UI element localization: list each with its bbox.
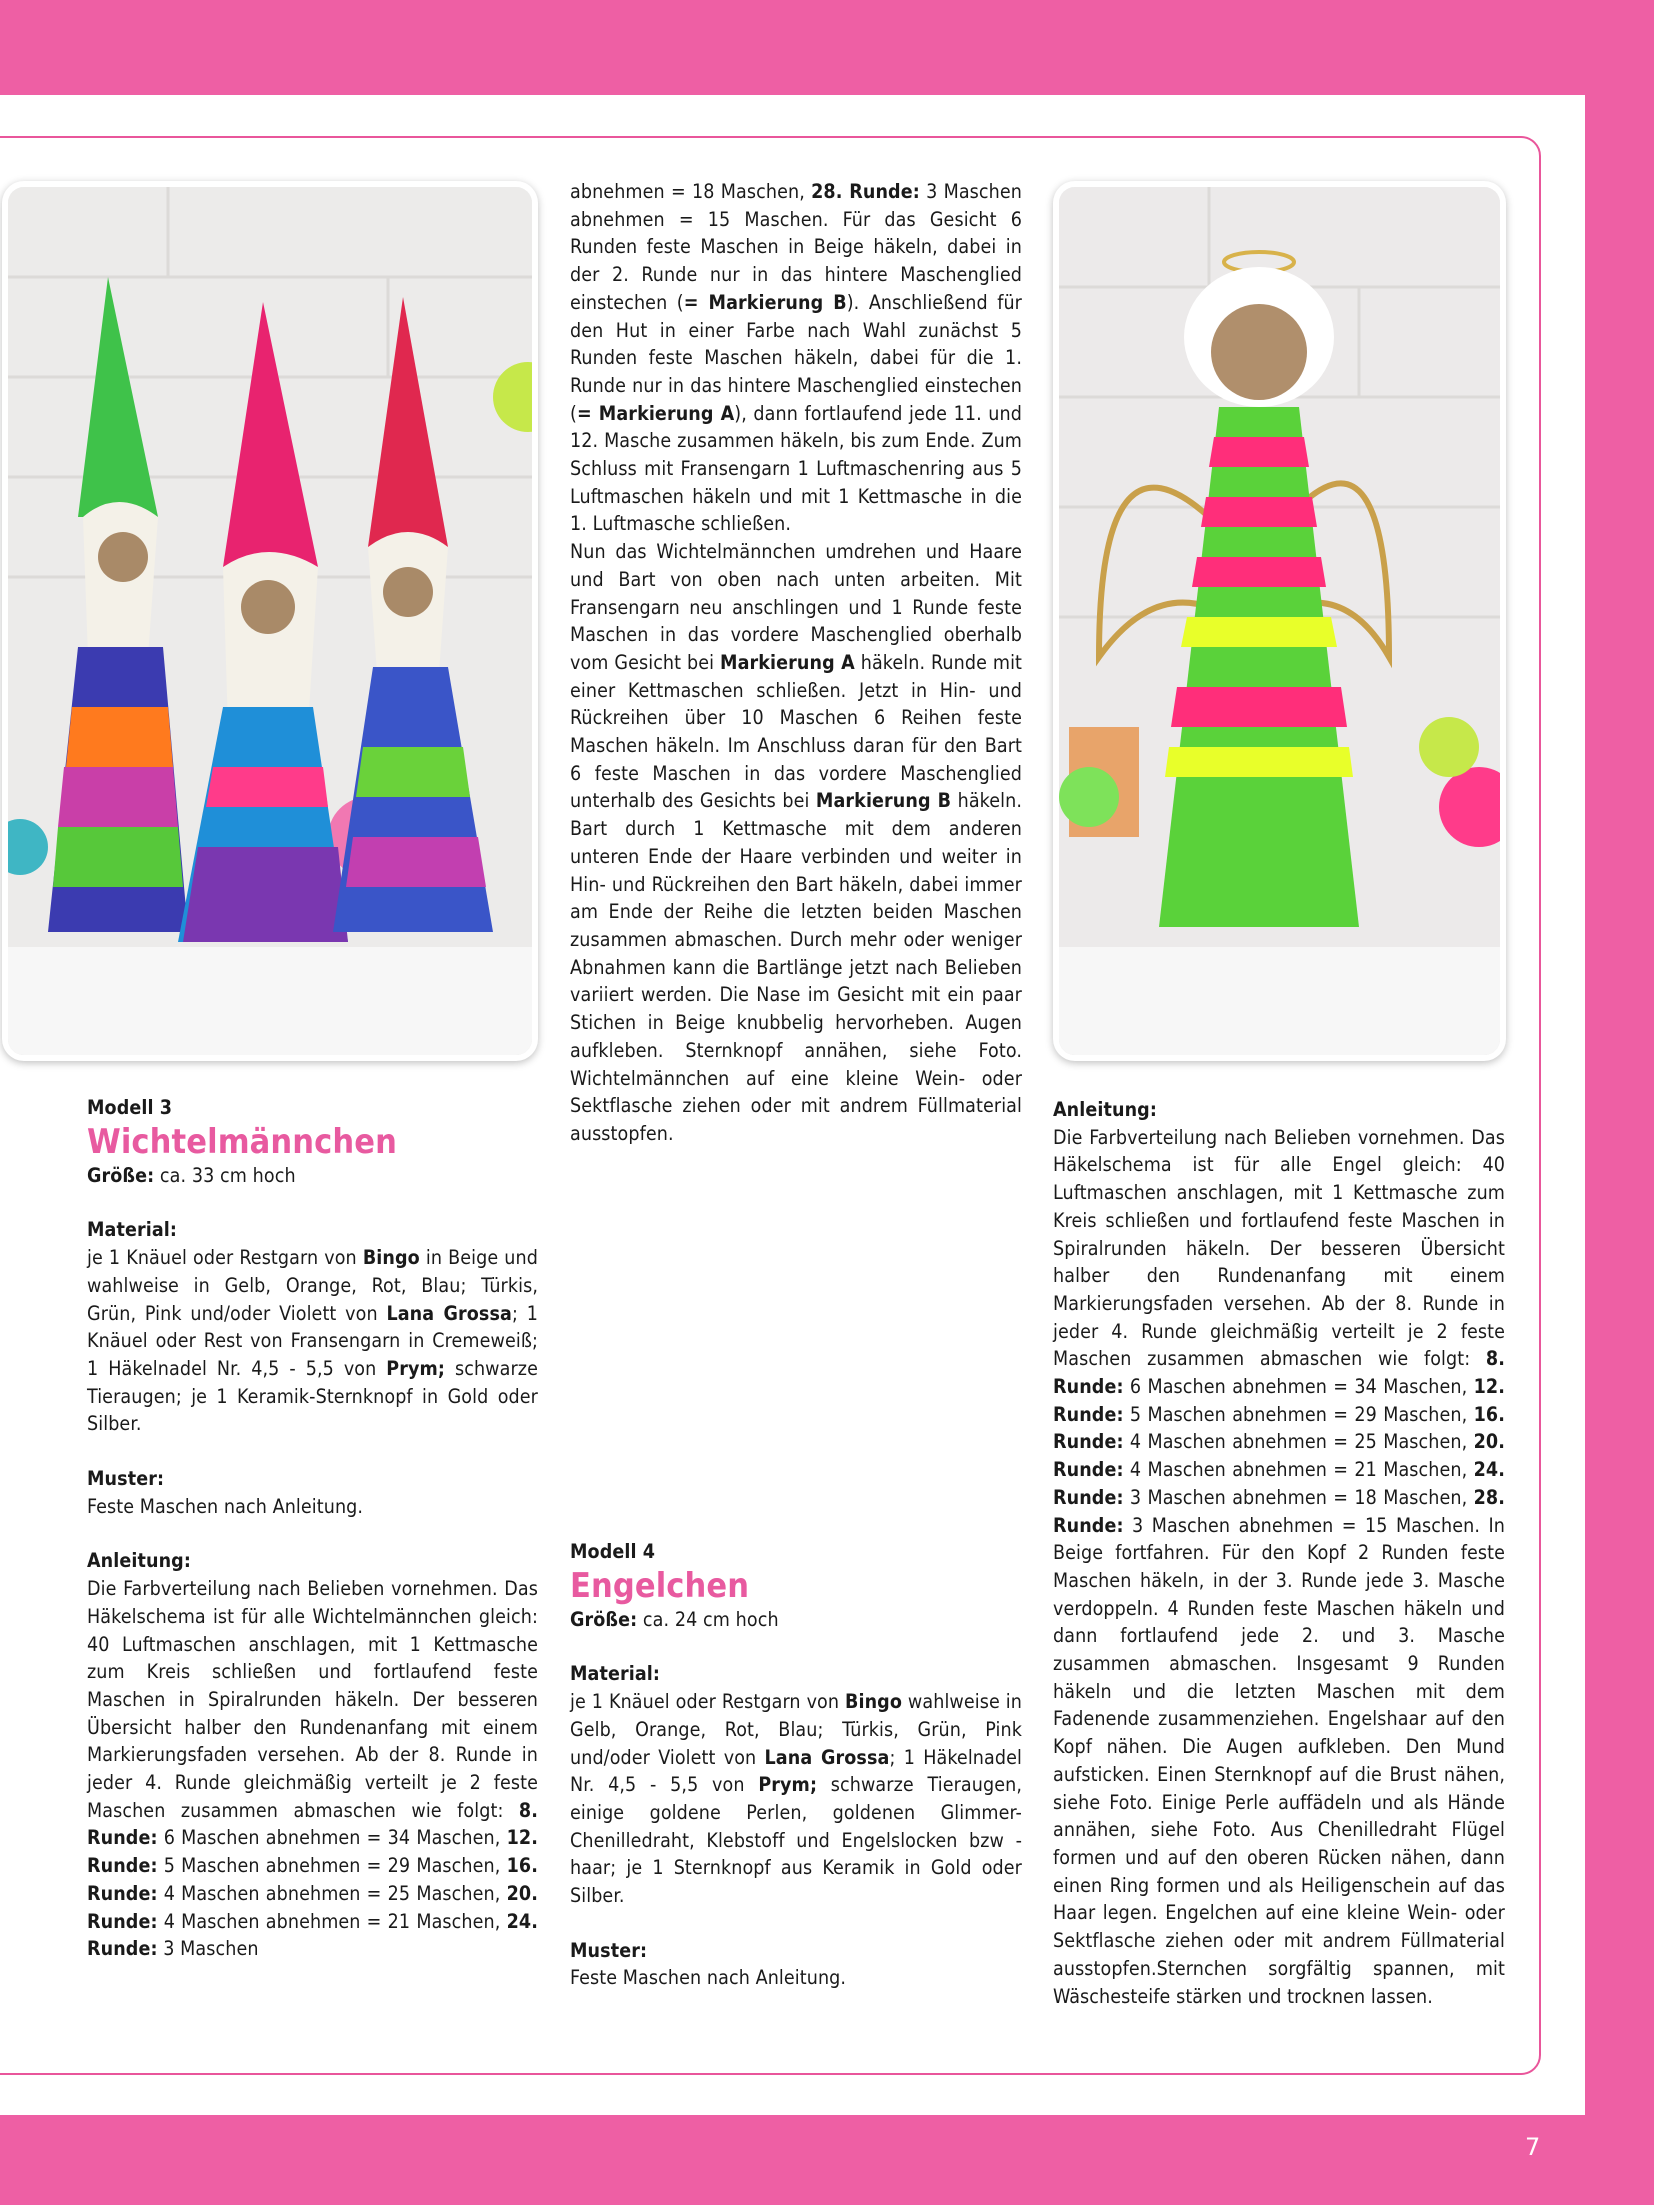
size-label: Größe:	[87, 1163, 155, 1187]
bottom-color-band	[0, 2115, 1654, 2205]
model-4-size: Größe: ca. 24 cm hoch	[570, 1607, 779, 1631]
gnomes-photo	[8, 187, 532, 1055]
model-4-instructions: Die Farbverteilung nach Belieben vornehmen. Das Häkelschema ist für alle Engel gleich: 40 Luftmaschen anschlagen, mit 1 Kettmasche zum Kreis schließen und fortlaufend feste Maschen in Spiralrunden häkeln. Der besseren Übersicht halber den Rundenanfang mit einem Markierungsfaden versehen. Ab der 8. Runde in jeder 4. Runde gleichmäßig verteilt je 2 feste Maschen zusammen abmaschen wie folgt: 8. Runde: 6 Maschen abnehmen = 34 Maschen, 12. Runde: 5 Maschen abnehmen = 29 Maschen, 16. Runde: 4 Maschen abnehmen = 25 Maschen, 20. Runde: 4 Maschen abnehmen = 21 Maschen, 24. Runde: 3 Maschen abnehmen = 18 Maschen, 28. Runde: 3 Maschen abnehmen = 15 Maschen. In Beige fortfahren. Für den Kopf 2 Runden feste Maschen häkeln, in der 3. Runde jede 3. Masche verdoppeln. 4 Runden feste Maschen häkeln und dann fortlaufend jede 2. und 3. Masche zusammen abmaschen. Insgesamt 9 Runden häkeln und die letzten Maschen mit dem Fadenende zusammenziehen. Engelshaar auf den Kopf nähen. Die Augen aufkleben. Den Mund aufsticken. Einen Sternknopf auf die Brust nähen, siehe Foto. Einige Perle auffädeln und als Hände annähen, siehe Foto. Aus Chenilledraht Flügel formen und auf den oberen Rücken nähen, dann einen Ring formen und als Heiligenschein auf das Haar legen. Engelchen auf eine kleine Wein- oder Sektflasche ziehen oder mit andrem Füllmaterial ausstopfen.Sternchen sorgfältig spannen, mit Wäschesteife stärken und trocknen lassen.	[1053, 1125, 1505, 2008]
model-4-instructions-label: Anleitung:	[1053, 1098, 1157, 1121]
angel-photo	[1059, 187, 1500, 1055]
model-4-material: je 1 Knäuel oder Restgarn von Bingo wahlweise in Gelb, Orange, Rot, Blau; Türkis, Grün, Pink und/oder Violett von Lana Grossa; 1 Häkelnadel Nr. 4,5 - 5,5 von Prym; schwarze Tieraugen, einige goldene Perlen, goldenen Glimmer-Chenilledraht, Klebstoff und Engelslocken bzw -haar; je 1 Sternknopf aus Keramik in Gold oder Silber.	[570, 1690, 1022, 1908]
model-4-kicker: Modell 4	[570, 1540, 656, 1563]
size-value: ca. 33 cm hoch	[154, 1163, 296, 1187]
column-model-4-instructions	[1053, 1096, 1505, 2010]
model-3-instructions: Die Farbverteilung nach Belieben vornehmen. Das Häkelschema ist für alle Wichtelmännchen gleich: 40 Luftmaschen anschlagen, mit 1 Kettmasche zum Kreis schließen und fortlaufend feste Maschen in Spiralrunden häkeln. Der besseren Übersicht halber den Rundenanfang mit einem Markierungsfaden versehen. Ab der 8. Runde in jeder 4. Runde gleichmäßig verteilt je 2 feste Maschen zusammen abmaschen wie folgt: 8. Runde: 6 Maschen abnehmen = 34 Maschen, 12. Runde: 5 Maschen abnehmen = 29 Maschen, 16. Runde: 4 Maschen abnehmen = 25 Maschen, 20. Runde: 4 Maschen abnehmen = 21 Maschen, 24. Runde: 3 Maschen	[87, 1577, 538, 1961]
model-3-pattern-label: Muster:	[87, 1467, 165, 1491]
model-3-material: je 1 Knäuel oder Restgarn von Bingo in Beige und wahlweise in Gelb, Orange, Rot, Blau; Türkis, Grün, Pink und/oder Violett von Lana Grossa; 1 Knäuel oder Rest von Fransengarn in Cremeweiß; 1 Häkelnadel Nr. 4,5 - 5,5 von Prym; schwarze Tieraugen; je 1 Keramik-Sternknopf in Gold oder Silber.	[87, 1246, 538, 1436]
page-number: 7	[1525, 2133, 1541, 2161]
model-3-material-label: Material:	[87, 1218, 178, 1242]
model-3-title: Wichtelmännchen	[87, 1121, 398, 1162]
angel-illustration	[1059, 187, 1500, 1055]
model-4-material-label: Material:	[570, 1662, 661, 1686]
gnomes-illustration	[8, 187, 532, 1055]
top-color-band	[0, 0, 1654, 95]
model-3-instructions-label: Anleitung:	[87, 1549, 191, 1573]
model-4-pattern: Feste Maschen nach Anleitung.	[570, 1966, 847, 1990]
model-3-size	[87, 1162, 538, 1190]
model-4-title: Engelchen	[570, 1565, 750, 1606]
model-3-kicker: Modell 3	[87, 1096, 173, 1119]
column-continuation	[570, 178, 1022, 1148]
model-3-pattern: Feste Maschen nach Anleitung.	[87, 1494, 364, 1518]
continuation-paragraph-2: Nun das Wichtelmännchen umdrehen und Haare und Bart von oben nach unten arbeiten. Mit Fransengarn neu anschlingen und 1 Runde feste Maschen in das vordere Maschenglied oberhalb vom Gesicht bei Markierung A häkeln. Runde mit einer Kettmaschen schließen. Jetzt in Hin- und Rückreihen über 10 Maschen 6 Reihen feste Maschen häkeln. Im Anschluss daran für den Bart 6 feste Maschen in das vordere Maschenglied unterhalb des Gesichts bei Markierung B häkeln. Bart durch 1 Kettmasche mit dem anderen unteren Ende der Haare verbinden und weiter in Hin- und Rückreihen den Bart häkeln, dabei immer am Ende der Reihe die letzten beiden Maschen zusammen abmaschen. Durch mehr oder weniger Abnahmen kann die Bartlänge jetzt nach Belieben variiert werden. Die Nase im Gesicht mit ein paar Stichen in Beige knubbelig hervorheben. Augen aufkleben. Sternknopf annähen, siehe Foto. Wichtelmännchen auf eine kleine Wein- oder Sektflasche ziehen oder mit andrem Füllmaterial ausstopfen.	[570, 540, 1023, 1145]
column-model-3	[87, 1094, 538, 1963]
model-4-pattern-label: Muster:	[570, 1938, 648, 1962]
right-color-band	[1585, 0, 1654, 2205]
continuation-paragraph-1: abnehmen = 18 Maschen, 28. Runde: 3 Maschen abnehmen = 15 Maschen. Für das Gesicht 6 Runden feste Maschen in Beige häkeln, dabei in der 2. Runde nur in das hintere Maschenglied einstechen (= Markierung B). Anschließend für den Hut in einer Farbe nach Wahl zunächst 5 Runden feste Maschen häkeln, dabei für die 1. Runde nur in das hintere Maschenglied einstechen (= Markierung A), dann fortlaufend jede 11. und 12. Masche zusammen häkeln, bis zum Ende. Zum Schluss mit Fransengarn 1 Luftmaschenring aus 5 Luftmaschen häkeln und mit 1 Kettmasche in die 1. Luftmasche schließen.	[570, 180, 1023, 536]
column-model-4	[570, 1538, 1022, 1992]
